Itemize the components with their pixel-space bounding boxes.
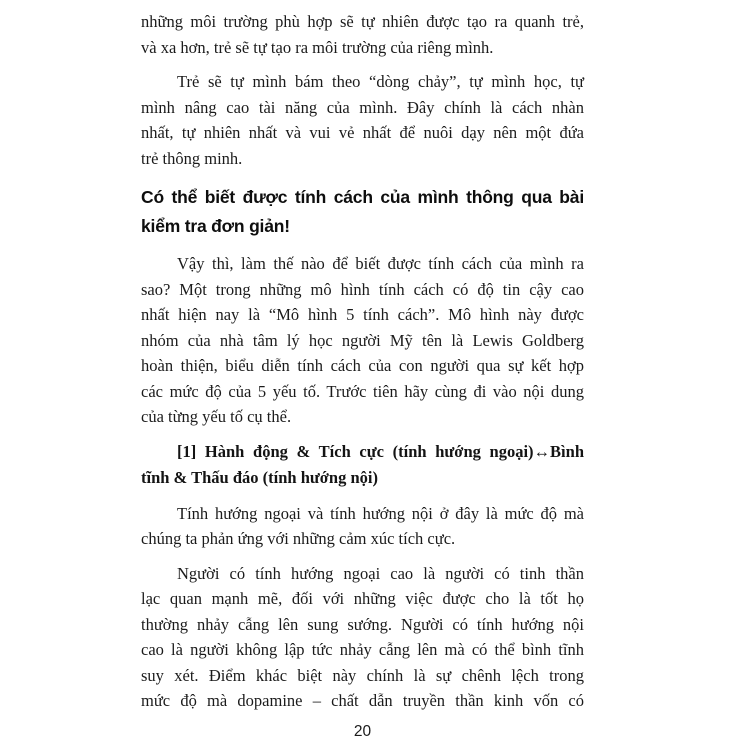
paragraph [141,69,584,171]
text-line: tĩnh & Thấu đáo (tính hướng nội) [141,468,378,487]
text-line: Vậy thì, làm thế nào để biết được tính cách của mình ra [177,254,584,273]
text-line: và xa hơn, trẻ sẽ tự tạo ra môi trường của riêng mình. [141,37,494,57]
text-column [141,9,584,723]
text-line: nhóm của nhà tâm lý học người Mỹ tên là Lewis Goldberg [141,330,584,350]
text-line: thường nhảy cẫng lên sung sướng. Người có tính hướng nội [141,614,584,634]
text-line: mình nâng cao tài năng của mình. Đây chính là cách nhàn [141,97,584,117]
text-line: của từng yếu tố cụ thể. [141,407,292,426]
text-line: Tính hướng ngoại và tính hướng nội ở đây là mức độ mà [177,503,584,523]
text-line: các mức độ của 5 yếu tố. Trước tiên hãy cùng đi vào nội dung [141,381,584,401]
text-line: mức độ mà dopamine – chất dẫn truyền thần kinh vốn có [141,691,584,710]
paragraph [141,561,584,714]
paragraph-continuation [141,9,584,60]
paragraph [141,501,584,552]
paragraph [141,251,584,430]
text-line: nhất hiện nay là “Mô hình 5 tính cách”. Mô hình này được [141,305,584,324]
text-line: Người có tính hướng ngoại cao là người có tinh thần [177,563,584,583]
section-heading: Có thể biết được tính cách của mình thông qua bài kiểm tra đơn giản! [141,187,584,236]
text-line: [1] Hành động & Tích cực (tính hướng ngoại)↔Bình [177,441,584,461]
text-line: cao là người không lập tức nhảy cẫng lên mà có thể bình tĩnh [141,640,584,659]
page-number: 20 [353,723,372,740]
subsection-heading [141,439,584,492]
text-line: những môi trường phù hợp sẽ tự nhiên được tạo ra quanh trẻ, [141,12,584,31]
text-line: sao? Một trong những mô hình tính cách có độ tin cậy cao [141,279,584,299]
text-line: nhất, tự nhiên nhất và vui vẻ nhất để nuôi dạy nên một đứa [141,123,584,142]
text-line: Trẻ sẽ tự mình bám theo “dòng chảy”, tự mình học, tự [177,72,584,91]
text-line: chúng ta phản ứng với những cảm xúc tích cực. [141,529,456,548]
text-line: trẻ thông minh. [141,148,243,168]
text-line: lạc quan mạnh mẽ, đối với những việc được cho là tốt họ [141,589,584,608]
text-line: suy xét. Điểm khác biệt này chính là sự chênh lệch trong [141,665,584,685]
text-line: hoàn thiện, biểu diễn tính cách của con người qua sự kết hợp [141,356,584,375]
